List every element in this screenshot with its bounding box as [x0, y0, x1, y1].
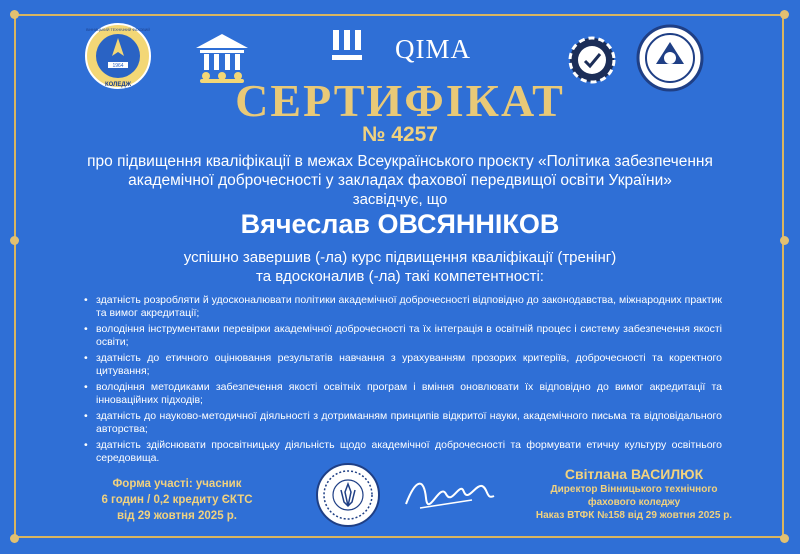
order-reference: Наказ ВТФК №158 від 29 жовтня 2025 р.: [535, 510, 733, 521]
svg-text:ВІННИЦЬКИЙ ТЕХНІЧНИЙ ФАХОВИЙ: ВІННИЦЬКИЙ ТЕХНІЧНИЙ ФАХОВИЙ: [86, 28, 150, 32]
signer-name: Світлана ВАСИЛЮК: [564, 466, 704, 482]
hours-credits: 6 годин / 0,2 кредиту ЄКТС: [101, 494, 253, 506]
signature-icon: [402, 470, 498, 516]
signer-block: [516, 466, 752, 522]
qima-wordmark: QIMA: [395, 34, 471, 64]
corner-dot-top-left: [10, 10, 19, 19]
competence-item: • здатність розробляти й удосконалювати політики академічної доброчесності відповідно до законодавства, міжнародних практик та вимог акредитації;: [84, 294, 722, 320]
certifies-text: засвідчує, що: [352, 191, 448, 208]
competences-list: [84, 294, 722, 468]
svg-text:1964: 1964: [112, 63, 124, 69]
competence-item: • володіння методиками забезпечення якості освітніх програм і вміння оновлювати їх відповідно до вимог акредитації та інноваційних підходів;: [84, 381, 722, 407]
completion-statement: [0, 248, 800, 286]
official-seal-icon: [315, 462, 381, 528]
corner-dot-top-right: [780, 10, 789, 19]
recipient-name: Вячеслав ОВСЯННІКОВ: [240, 209, 560, 239]
completed-line-1: успішно завершив (-ла) курс підвищення кваліфікації (тренінг): [183, 249, 617, 266]
certificate-about: [40, 152, 760, 190]
competence-item: • здатність здійснювати просвітницьку діяльність щодо академічної доброчесності та формувати етичну культуру освітнього середовища.: [84, 439, 722, 465]
about-line-2: академічної доброчесності у закладах фахової передвищої освіти України»: [128, 172, 672, 189]
competence-item: • володіння інструментами перевірки академічної доброчесності та їх інтеграція в освітній процес і систему забезпечення якості освіти;: [84, 323, 722, 349]
competence-item: • здатність до науково-методичної діяльності з дотриманням принципів відкритої науки, академічного письма та відповідального авторства;: [84, 410, 722, 436]
qima-bars-logo: [332, 30, 362, 62]
participation-block: [82, 476, 272, 524]
participation-form: Форма участі: учасник: [112, 478, 242, 490]
corner-dot-bottom-right: [780, 534, 789, 543]
svg-text:КОЛЕДЖ: КОЛЕДЖ: [104, 82, 132, 88]
signer-title-line-2: фахового коледжу: [587, 497, 681, 508]
about-line-1: про підвищення кваліфікації в межах Всеукраїнського проєкту «Політика забезпечення: [87, 153, 713, 170]
certificate-number: № 4257: [362, 123, 438, 146]
corner-dot-bottom-left: [10, 534, 19, 543]
competence-item: • здатність до етичного оцінювання результатів навчання з урахуванням прозорих критеріїв, доброчесності та коректного цитування;: [84, 352, 722, 378]
signer-title-line-1: Директор Вінницького технічного: [550, 484, 718, 495]
completed-line-2: та вдосконалив (-ла) такі компетентності:: [256, 268, 544, 285]
certificate-title: СЕРТИФІКАТ: [235, 75, 565, 126]
participation-date: від 29 жовтня 2025 р.: [116, 510, 238, 522]
